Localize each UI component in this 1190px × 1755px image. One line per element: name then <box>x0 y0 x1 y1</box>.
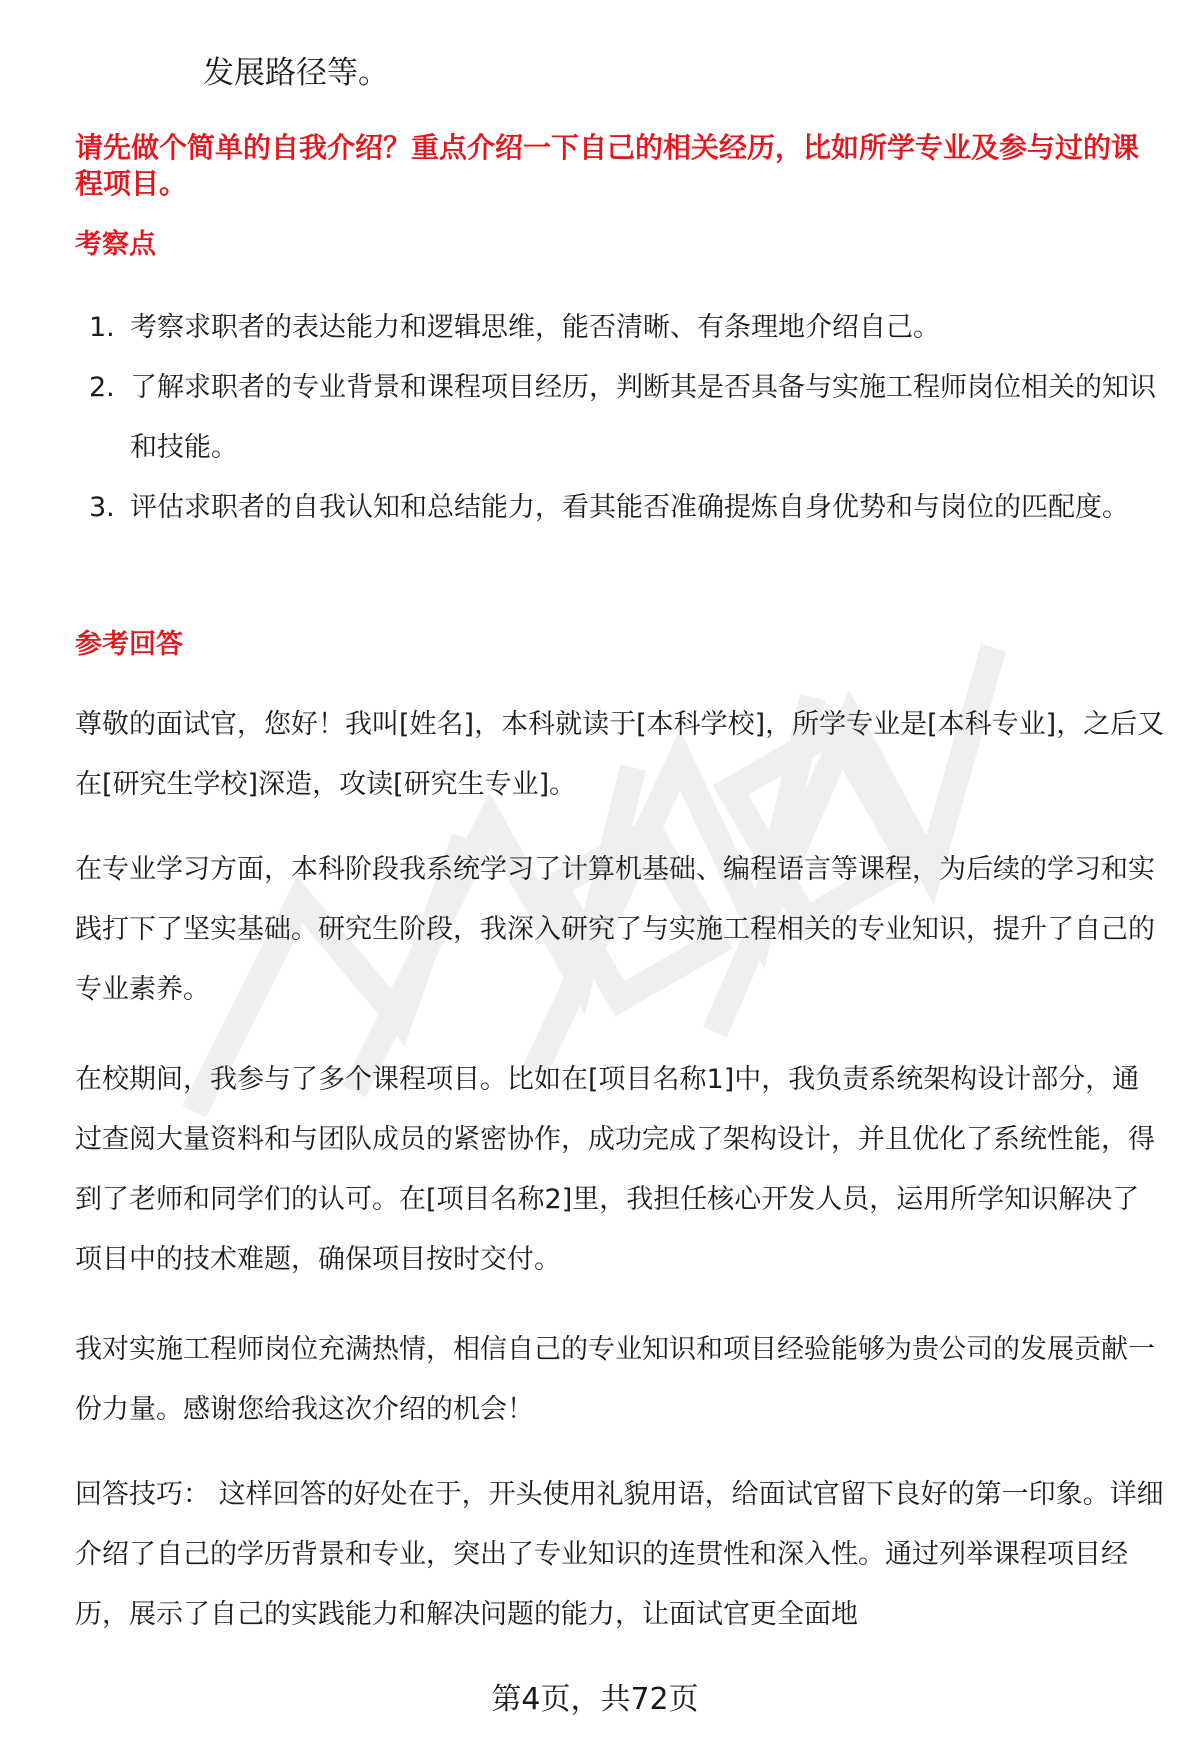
answer-tips-paragraph: 回答技巧： 这样回答的好处在于，开头使用礼貌用语，给面试官留下良好的第一印象。详细介绍了自己的学历背景和专业，突出了专业知识的连贯性和深入性。通过列举课程项目经历，展示了自己的实践能力和解决问题的能力，让面试官更全面地 <box>75 1479 1164 1630</box>
assessment-item <box>75 298 1165 358</box>
assessment-list <box>75 298 1165 538</box>
list-number: 3. <box>89 492 115 523</box>
reference-paragraph: 在校期间，我参与了多个课程项目。比如在[项目名称1]中，我负责系统架构设计部分，通过查阅大量资料和与团队成员的紧密协作，成功完成了架构设计，并且优化了系统性能，得到了老师和同学们的认可。在[项目名称2]里，我担任核心开发人员，运用所学知识解决了项目中的技术难题，确保项目按时交付。 <box>75 1064 1155 1275</box>
question-title: 请先做个简单的自我介绍？重点介绍一下自己的相关经历，比如所学专业及参与过的课程项目。 <box>75 131 1140 200</box>
assessment-item-text: 考察求职者的表达能力和逻辑思维，能否清晰、有条理地介绍自己。 <box>130 312 940 343</box>
reference-paragraph: 在专业学习方面，本科阶段我系统学习了计算机基础、编程语言等课程，为后续的学习和实践打下了坚实基础。研究生阶段，我深入研究了与实施工程相关的专业知识，提升了自己的专业素养。 <box>75 854 1155 1005</box>
page-number-footer: 第4页，共72页 <box>491 1682 699 1717</box>
assessment-item-text: 了解求职者的专业背景和课程项目经历，判断其是否具备与实施工程师岗位相关的知识和技能。 <box>130 372 1156 463</box>
reference-paragraph: 我对实施工程师岗位充满热情，相信自己的专业知识和项目经验能够为贵公司的发展贡献一份力量。感谢您给我这次介绍的机会！ <box>75 1334 1155 1425</box>
assessment-item <box>75 358 1165 478</box>
assessment-heading: 考察点 <box>75 229 156 260</box>
assessment-item <box>75 478 1165 538</box>
reference-paragraph: 尊敬的面试官，您好！我叫[姓名]，本科就读于[本科学校]，所学专业是[本科专业]，之后又在[研究生学校]深造，攻读[研究生专业]。 <box>75 709 1165 800</box>
list-number: 2. <box>89 372 115 403</box>
assessment-item-text: 评估求职者的自我认知和总结能力，看其能否准确提炼自身优势和与岗位的匹配度。 <box>130 492 1129 523</box>
list-number: 1. <box>89 312 115 343</box>
reference-heading: 参考回答 <box>75 629 183 660</box>
continued-text: 发展路径等。 <box>203 55 389 91</box>
